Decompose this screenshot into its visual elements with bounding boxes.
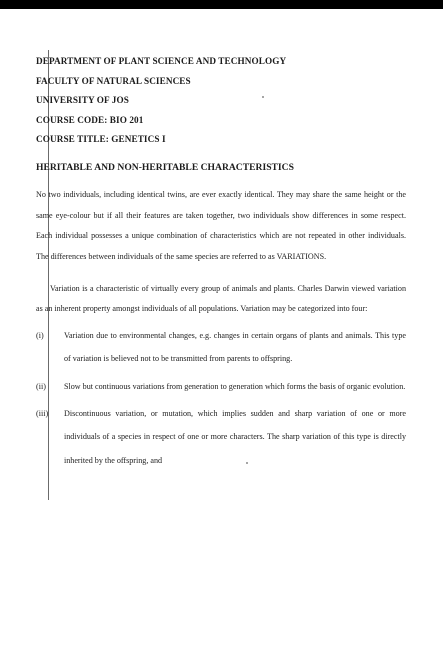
university-line: UNIVERSITY OF JOS bbox=[36, 95, 129, 106]
course-title-line: COURSE TITLE: GENETICS I bbox=[36, 134, 166, 145]
list-item bbox=[36, 324, 406, 371]
course-code-line: COURSE CODE: BIO 201 bbox=[36, 114, 144, 125]
list-item-number: (ii) bbox=[36, 381, 46, 391]
list-item-number: (i) bbox=[36, 330, 44, 340]
paragraph-variations-intro: No two individuals, including identical twins, are ever exactly identical. They may share the same height or the same eye-colour but if all their features are taken together, two individuals show differences in some respect. Each individual possesses a unique combination of characteristics which are not repeated in other individuals. The differences between individuals of the same species are referred to as VARIATIONS. bbox=[36, 190, 406, 261]
list-item-text: Variation due to environmental changes, e.g. changes in certain organs of plants and animals. This type of variation is believed not to be transmitted from parents to offspring. bbox=[64, 330, 406, 364]
faculty-line: FACULTY OF NATURAL SCIENCES bbox=[36, 75, 191, 86]
section-title: HERITABLE AND NON-HERITABLE CHARACTERISTICS bbox=[36, 162, 294, 174]
list-item-number: (iii) bbox=[36, 409, 49, 419]
list-item-text: Slow but continuous variations from generation to generation which forms the basis of organic evolution. bbox=[64, 381, 406, 391]
list-item bbox=[36, 402, 406, 472]
document-page bbox=[36, 55, 406, 472]
department-line: DEPARTMENT OF PLANT SCIENCE AND TECHNOLOGY bbox=[36, 56, 287, 66]
list-item-text: Discontinuous variation, or mutation, which implies sudden and sharp variation of one or more individuals of a species in respect of one or more characters. The sharp variation of this type is directly inherited by the offspring, and bbox=[64, 409, 406, 465]
list-item bbox=[36, 375, 406, 398]
paragraph-variation-categories: Variation is a characteristic of virtually every group of animals and plants. Charles Darwin viewed variation as an inherent property amongst individuals of all populations. Variation may be categorized into four: bbox=[36, 284, 406, 314]
scan-top-border bbox=[0, 0, 443, 9]
